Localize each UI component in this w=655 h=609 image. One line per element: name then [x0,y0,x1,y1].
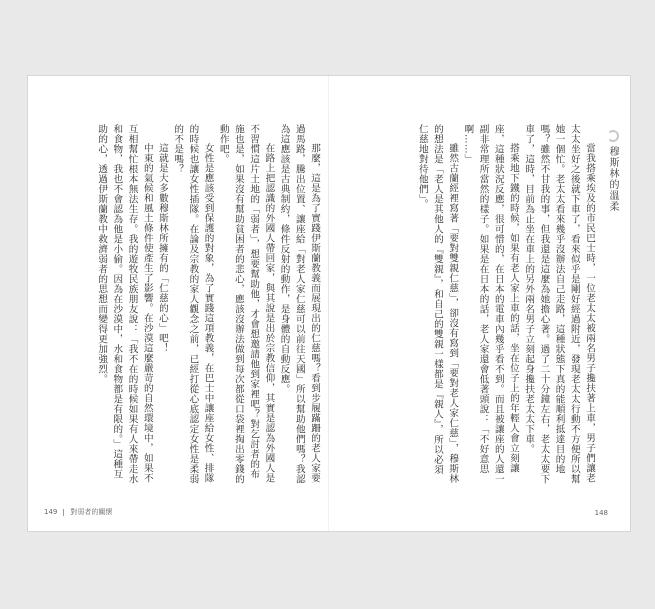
left-page-number: 149 [44,508,58,516]
section-title: 穆斯林的溫柔 [607,146,618,212]
right-folio [595,509,608,517]
right-paragraph-2: 搭乘地下鐵的時候，如果有老人家上車的話，坐在位子上的年輕人會立刻讓座，這種狀況反應，很可惜的，在日本的電車內幾乎看不到。而且被讓座的人還一副非常理所當然的樣子。如果是在日本的話，老人家還會低著頭說：「不好意思啊……」 [462,124,519,484]
right-paragraph-3: 雖然古蘭經裡寫著「要對雙親仁慈」，卻沒有寫到「要對老人家仁慈」，穆斯林的想法是「老人是其他人的『雙親』，和自己的雙親一樣都是『親人』，所以必須仁慈地對待他們」。 [416,124,459,484]
right-page [329,76,630,531]
right-paragraph-1: 當我搭乘埃及的市民巴士時，一位老太太被兩名男子攙扶著上車，男子們讓老太太坐好之後就下車了，看來似乎是剛好經過附近，發現老太太行動不方便所以幫她一個忙。老太太看來幾乎沒辦法自己走路，這種狀態下真的能順利抵達目的地嗎？雖然不甘我的事，但我還是這麼為她擔心著。過了二十分鐘左右，老太太要下車了，這時，目前為止坐在車上的另外兩名男子立刻起身攙扶老太太下車。 [523,124,595,484]
left-paragraph-4: 這就是大多數穆斯林所擁有的「仁慈的心」吧！ [156,143,168,354]
left-paragraph-3: 女性是應該受到保護的對象，為了實踐這項教義，在巴士中讓座給女性、排隊的時候也讓女性插隊。在論及宗教的家人觀念之前，已經打從心底認定女性是柔弱的不是嗎？ [172,124,214,484]
left-paragraph-1: 那麼，這是為了實踐伊斯蘭教義而展現出的仁慈嗎？看到步履蹣跚的老人家要過馬路，騰出位置、讓座給「對老人家仁慈可以前往天國」所以幫助他們嗎？我認為這應該是古典制約，條件反射的動作，是身體的自動反應。 [278,124,320,484]
running-head: 對弱者的關懷 [70,508,113,516]
right-page-body [351,124,597,484]
right-page-number: 148 [594,509,608,517]
left-page-body [70,124,322,484]
folio-divider [63,509,64,516]
left-paragraph-5: 中東的氣候和風土條件使產生了影響。在沙漠這麼嚴苛的自然環境中，如果不互相幫忙根本無法生存。我的遊牧民族朋友說：「我不在的時候如果有人來帶走水和食物，我也不會認為他是小偷。因為在沙漠中，水和食物都是有限的。」這種互助的心，透過伊斯蘭教中救濟弱者的思想而變得更加強烈。 [96,124,153,484]
crescent-icon [607,130,619,142]
section-heading [605,130,620,212]
book-spread [28,76,630,531]
left-page [28,76,328,531]
left-folio [44,507,112,517]
left-paragraph-2: 在路上把認識的外國人帶回家，與其說是出於宗教信仰，其實是認為外國人是不習慣這片土地的「弱者」，想要幫助他，才會想邀請他到家裡吧？對乞討者的布施也是，如果沒有幫助貧困者的悲心，應該沒辦法做到每次都從口袋裡掏出零錢的動作吧。 [217,124,275,484]
